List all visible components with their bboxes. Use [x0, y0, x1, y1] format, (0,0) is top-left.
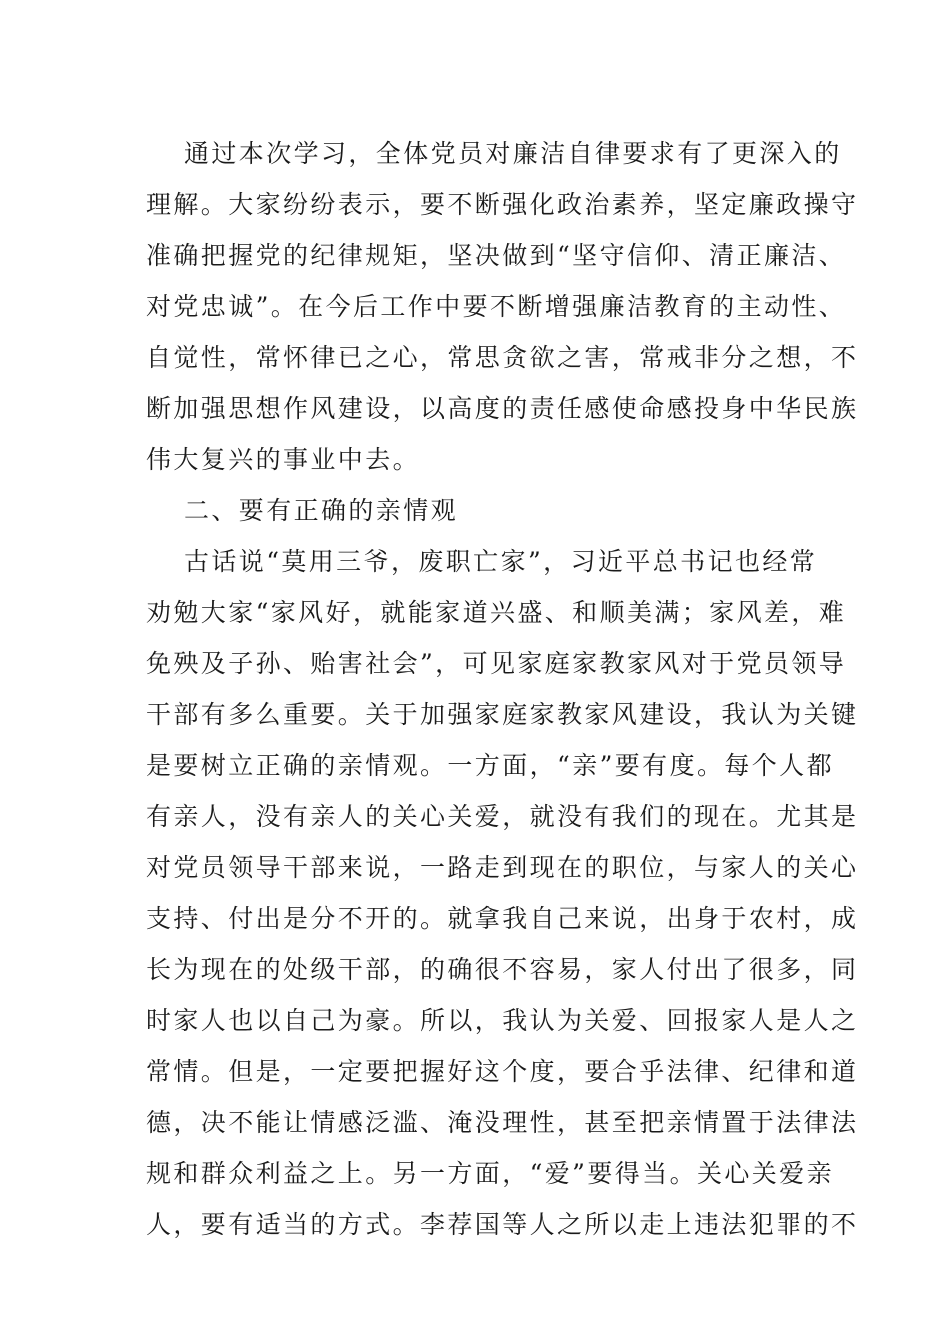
paragraph-line: 自觉性，常怀律已之心，常思贪欲之害，常戒非分之想，不: [146, 343, 859, 372]
paragraph-line: 对党员领导干部来说，一路走到现在的职位，与家人的关心: [146, 853, 859, 882]
paragraph-line: 长为现在的处级干部，的确很不容易，家人付出了很多，同: [146, 955, 859, 984]
paragraph-line: 常情。但是，一定要把握好这个度，要合乎法律、纪律和道: [146, 1057, 859, 1086]
paragraph-line: 古话说“莫用三爷，废职亡家”，习近平总书记也经常: [184, 547, 818, 576]
section-heading: 二、要有正确的亲情观: [184, 496, 459, 525]
paragraph-line: 有亲人，没有亲人的关心关爱，就没有我们的现在。尤其是: [146, 802, 859, 831]
paragraph-line: 通过本次学习，全体党员对廉洁自律要求有了更深入的: [184, 139, 842, 168]
paragraph-line: 理解。大家纷纷表示，要不断强化政治素养，坚定廉政操守: [146, 190, 859, 219]
paragraph-line: 伟大复兴的事业中去。: [146, 445, 421, 474]
paragraph-line: 准确把握党的纪律规矩，坚决做到“坚守信仰、清正廉洁、: [146, 241, 847, 270]
paragraph-line: 干部有多么重要。关于加强家庭家教家风建设，我认为关键: [146, 700, 859, 729]
paragraph-line: 对党忠诚”。在今后工作中要不断增强廉洁教育的主动性、: [146, 292, 847, 321]
paragraph-line: 时家人也以自己为豪。所以，我认为关爱、回报家人是人之: [146, 1006, 859, 1035]
paragraph-line: 规和群众利益之上。另一方面，“爱”要得当。关心关爱亲: [146, 1159, 834, 1188]
paragraph-line: 劝勉大家“家风好，就能家道兴盛、和顺美满；家风差，难: [146, 598, 847, 627]
document-body: [146, 128, 859, 1250]
paragraph-line: 支持、付出是分不开的。就拿我自己来说，出身于农村，成: [146, 904, 859, 933]
paragraph-line: 德，决不能让情感泛滥、淹没理性，甚至把亲情置于法律法: [146, 1108, 859, 1137]
paragraph-line: 免殃及子孙、贻害社会”，可见家庭家教家风对于党员领导: [146, 649, 847, 678]
paragraph-line: 是要树立正确的亲情观。一方面，“亲”要有度。每个人都: [146, 751, 834, 780]
paragraph-line: 断加强思想作风建设，以高度的责任感使命感投身中华民族: [146, 394, 859, 423]
paragraph-line: 人，要有适当的方式。李荐国等人之所以走上违法犯罪的不: [146, 1210, 859, 1239]
